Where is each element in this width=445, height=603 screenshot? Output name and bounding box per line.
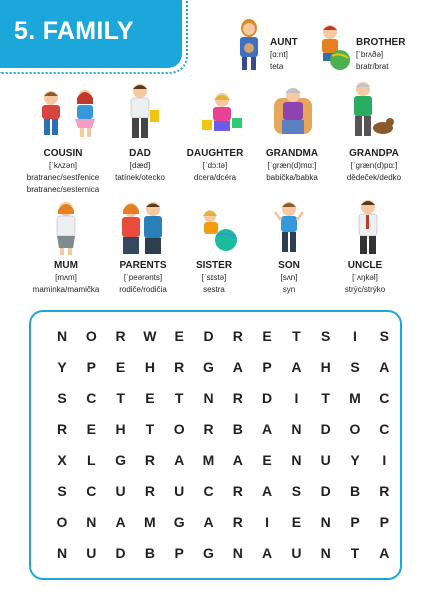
grid-letter[interactable]: R: [144, 452, 155, 468]
grid-letter[interactable]: H: [115, 421, 126, 437]
grid-letter[interactable]: P: [379, 514, 389, 530]
word-mum-translation: maminka/mamička: [32, 285, 100, 294]
grid-letter[interactable]: C: [203, 483, 214, 499]
grid-letter[interactable]: A: [203, 514, 214, 530]
grid-letter[interactable]: A: [262, 421, 273, 437]
grid-letter[interactable]: C: [86, 483, 97, 499]
grid-letter[interactable]: N: [232, 545, 243, 561]
grid-letter[interactable]: P: [350, 514, 360, 530]
grid-letter[interactable]: I: [353, 328, 357, 344]
grid-letter[interactable]: B: [144, 545, 155, 561]
grandma-illustration: [270, 84, 316, 142]
grid-letter[interactable]: O: [173, 421, 185, 437]
word-grandma-english: GRANDMA: [265, 148, 319, 159]
brother-illustration: [314, 22, 354, 72]
grid-letter[interactable]: T: [321, 390, 330, 406]
grid-letter[interactable]: E: [86, 421, 96, 437]
sister-illustration: [196, 206, 242, 254]
word-mum-pronunciation: [mʌm]: [55, 273, 77, 282]
word-uncle-pronunciation: [ˈʌŋkəl]: [352, 273, 378, 282]
word-son: [262, 259, 316, 296]
grid-letter[interactable]: T: [116, 390, 125, 406]
word-grandma: [252, 147, 332, 184]
word-uncle-english: UNCLE: [347, 260, 383, 271]
word-parents: [106, 259, 180, 296]
word-dad-english: DAD: [129, 148, 151, 159]
word-grandpa-pronunciation: [ˈgræn(d)pɑ:]: [350, 161, 398, 170]
grid-letter[interactable]: O: [56, 514, 68, 530]
grid-letter[interactable]: U: [174, 483, 185, 499]
grid-letter[interactable]: D: [115, 545, 126, 561]
word-aunt: [270, 36, 320, 73]
word-daughter: [180, 147, 250, 184]
grid-letter[interactable]: B: [232, 421, 243, 437]
word-parents-english: PARENTS: [119, 260, 167, 271]
word-brother: [356, 36, 426, 73]
word-search-grid: [29, 310, 402, 580]
word-dad-translation: tatínek/otecko: [115, 173, 165, 182]
grid-letter[interactable]: C: [86, 390, 97, 406]
word-brother-pronunciation: [ˈbrʌðə]: [356, 50, 384, 59]
grid-letter[interactable]: G: [173, 514, 185, 530]
word-son-translation: syn: [282, 285, 296, 294]
word-cousin-english: COUSIN: [43, 148, 83, 159]
grid-letter[interactable]: M: [144, 514, 156, 530]
grid-letter[interactable]: H: [144, 359, 155, 375]
grid-letter[interactable]: A: [115, 514, 126, 530]
word-uncle-translation: strýc/strýko: [344, 285, 386, 294]
grid-letter[interactable]: E: [291, 514, 302, 530]
grid-letter[interactable]: R: [174, 359, 185, 375]
grid-letter[interactable]: N: [56, 328, 68, 344]
grid-letter[interactable]: N: [291, 452, 302, 468]
grid-letter[interactable]: O: [349, 421, 361, 437]
page-title: 5. FAMILY: [14, 17, 134, 45]
grid-letter[interactable]: A: [291, 359, 302, 375]
daughter-illustration: [200, 88, 244, 140]
grid-letter[interactable]: N: [320, 514, 331, 530]
cousin-illustration: [35, 88, 105, 140]
word-grandpa-translation: dědeček/dedko: [346, 173, 402, 182]
grid-letter[interactable]: P: [86, 359, 96, 375]
word-cousin-pronunciation: [ˈkʌzən]: [48, 161, 77, 170]
grid-letter[interactable]: S: [57, 390, 67, 406]
mum-illustration: [48, 200, 84, 256]
grid-letter[interactable]: C: [379, 421, 390, 437]
grid-letter[interactable]: M: [202, 452, 215, 468]
grid-letter[interactable]: I: [382, 452, 387, 468]
grid-letter[interactable]: G: [203, 359, 214, 375]
grid-letter[interactable]: U: [86, 545, 97, 561]
grid-letter[interactable]: T: [292, 328, 301, 344]
word-aunt-pronunciation: [ɑ:nt]: [270, 50, 288, 59]
word-son-pronunciation: [sʌn]: [280, 273, 298, 282]
grid-letter[interactable]: E: [262, 328, 272, 344]
word-dad-pronunciation: [dæd]: [129, 161, 151, 170]
grid-letter[interactable]: T: [174, 390, 184, 406]
word-dad: [102, 147, 178, 184]
grid-letter[interactable]: S: [321, 328, 331, 344]
parents-illustration: [115, 200, 171, 256]
word-son-english: SON: [278, 260, 300, 271]
grid-letter[interactable]: L: [87, 452, 96, 468]
grid-letter[interactable]: R: [232, 514, 243, 530]
grid-letter[interactable]: A: [262, 545, 273, 561]
word-cousin-translation: bratranec/sestřenice: [26, 173, 100, 182]
grid-letter[interactable]: R: [232, 328, 243, 344]
uncle-illustration: [352, 198, 384, 256]
grandpa-illustration: [345, 80, 395, 142]
grid-letter[interactable]: D: [320, 421, 331, 437]
grid-letter[interactable]: R: [379, 483, 390, 499]
grid-letter[interactable]: I: [294, 390, 299, 406]
grid-letter[interactable]: N: [320, 545, 331, 561]
grid-letter[interactable]: A: [262, 483, 273, 499]
grid-letter[interactable]: S: [350, 359, 360, 375]
grid-letter[interactable]: S: [379, 328, 389, 344]
grid-letter[interactable]: O: [85, 328, 97, 344]
word-sister: [184, 259, 244, 296]
grid-letter[interactable]: G: [203, 545, 214, 561]
grid-letter[interactable]: R: [203, 421, 214, 437]
word-uncle: [330, 259, 400, 296]
grid-letter[interactable]: E: [115, 359, 126, 375]
word-sister-english: SISTER: [195, 260, 233, 271]
grid-letter[interactable]: Y: [350, 452, 360, 468]
grid-letter[interactable]: B: [349, 483, 361, 499]
grid-letter[interactable]: N: [56, 545, 68, 561]
word-grandma-translation: babička/babka: [266, 173, 318, 182]
word-mum-english: MUM: [54, 260, 78, 271]
word-daughter-english: DAUGHTER: [186, 148, 244, 159]
grid-letter[interactable]: N: [86, 514, 97, 530]
grid-letter[interactable]: I: [265, 514, 270, 530]
word-mum: [24, 259, 108, 296]
word-grandma-pronunciation: [ˈgræn(d)mɑ:]: [267, 161, 317, 170]
word-cousin-translation-2: bratranec/sesternica: [26, 185, 100, 194]
grid-letter[interactable]: N: [203, 390, 214, 406]
word-grandpa: [334, 147, 414, 184]
dad-illustration: [120, 82, 164, 142]
grid-letter[interactable]: R: [232, 390, 243, 406]
word-daughter-translation: dcera/dcéra: [193, 173, 237, 182]
word-daughter-pronunciation: [ˈdɔ:tə]: [202, 161, 228, 170]
word-brother-english: BROTHER: [356, 37, 406, 48]
grid-letter[interactable]: R: [232, 483, 243, 499]
grid-letter[interactable]: P: [262, 359, 272, 375]
grid-letter[interactable]: S: [291, 483, 302, 499]
grid-letter[interactable]: D: [262, 390, 273, 406]
grid-letter[interactable]: E: [174, 328, 184, 344]
grid-letter[interactable]: H: [320, 359, 331, 375]
grid-letter[interactable]: E: [262, 452, 272, 468]
grid-letter[interactable]: M: [349, 390, 361, 406]
word-parents-translation: rodiče/rodičia: [119, 285, 167, 294]
grid-letter[interactable]: D: [320, 483, 331, 499]
grid-letter[interactable]: A: [232, 452, 243, 468]
word-aunt-english: AUNT: [270, 37, 298, 48]
word-aunt-translation: teta: [270, 62, 284, 71]
grid-letter[interactable]: C: [379, 390, 390, 406]
grid-letter[interactable]: G: [115, 452, 127, 468]
grid-letter[interactable]: A: [379, 359, 390, 375]
grid-letter[interactable]: U: [320, 452, 331, 468]
grid-letter[interactable]: U: [291, 545, 302, 561]
grid-letter[interactable]: R: [144, 483, 155, 499]
son-illustration: [274, 200, 304, 256]
grid-letter[interactable]: N: [291, 421, 302, 437]
grid-letter[interactable]: W: [143, 328, 157, 344]
grid-letter[interactable]: S: [57, 483, 67, 499]
grid-letter[interactable]: T: [145, 421, 155, 437]
grid-letter[interactable]: X: [57, 452, 67, 468]
grid-letter[interactable]: E: [145, 390, 155, 406]
grid-letter[interactable]: R: [115, 328, 126, 344]
word-sister-translation: sestra: [203, 285, 225, 294]
grid-letter[interactable]: R: [56, 421, 68, 437]
grid-letter[interactable]: A: [232, 359, 243, 375]
word-sister-pronunciation: [ˈsɪstə]: [201, 273, 227, 282]
word-parents-pronunciation: [ˈpeərənts]: [123, 273, 163, 282]
word-brother-translation: bratr/brat: [356, 62, 389, 71]
grid-letter[interactable]: P: [174, 545, 184, 561]
aunt-illustration: [232, 18, 266, 72]
grid-letter[interactable]: U: [115, 483, 126, 499]
grid-letter[interactable]: T: [350, 545, 360, 561]
grid-letter[interactable]: A: [174, 452, 185, 468]
grid-letter[interactable]: A: [379, 545, 390, 561]
word-grandpa-english: GRANDPA: [349, 148, 399, 159]
grid-letter[interactable]: D: [203, 328, 214, 344]
grid-letter[interactable]: Y: [57, 359, 67, 375]
